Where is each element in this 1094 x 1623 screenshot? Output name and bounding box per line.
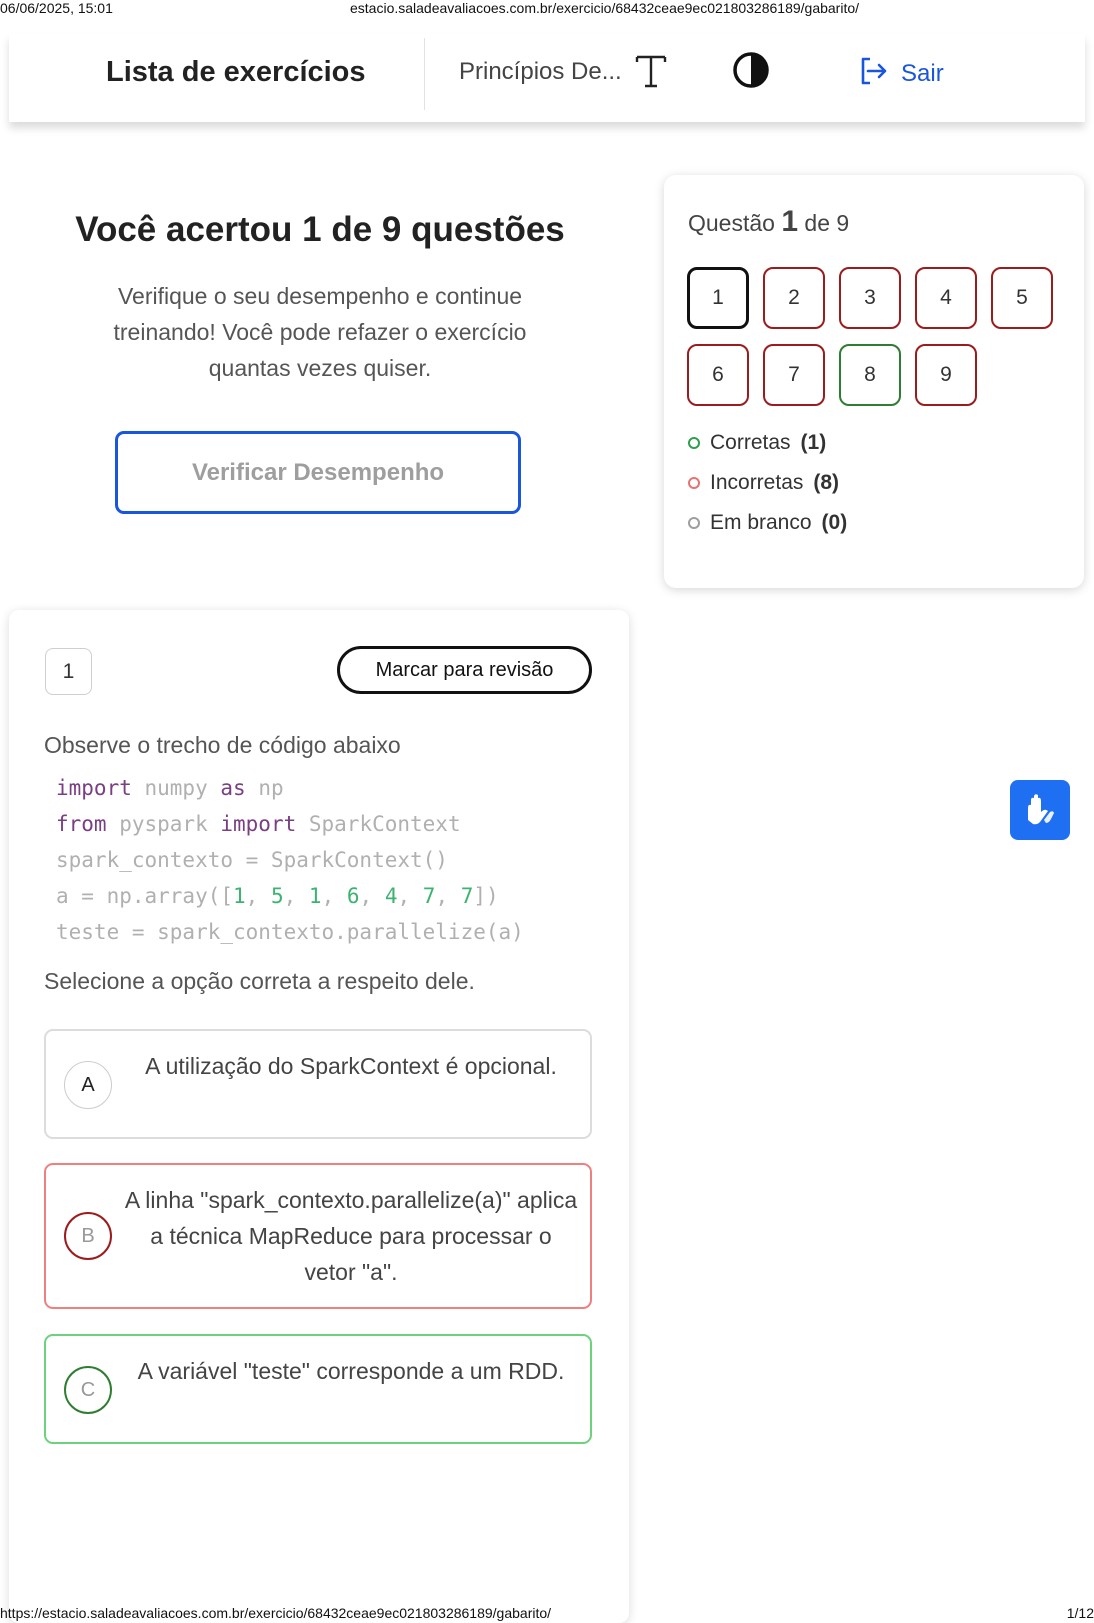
question-button-9[interactable]: 9 (915, 344, 977, 406)
question-card (9, 610, 629, 1623)
code-line: import numpy as np (56, 776, 284, 800)
question-instruction: Selecione a opção correta a respeito dele. (44, 968, 475, 994)
code-line: spark_contexto = SparkContext() (56, 848, 448, 872)
question-button-4[interactable]: 4 (915, 267, 977, 329)
print-footer-url: https://estacio.saladeavaliacoes.com.br/exercicio/68432ceae9ec021803286189/gabarito/ (0, 1605, 552, 1621)
question-button-5[interactable]: 5 (991, 267, 1053, 329)
question-button-1[interactable]: 1 (687, 267, 749, 329)
question-number-badge: 1 (45, 648, 92, 695)
libras-hands-icon[interactable] (1010, 780, 1070, 840)
question-button-2[interactable]: 2 (763, 267, 825, 329)
print-header-url: estacio.saladeavaliacoes.com.br/exercicio/68432ceae9ec021803286189/gabarito/ (350, 0, 860, 16)
result-summary (30, 210, 610, 386)
option-a-text: A utilização do SparkContext é opcional. (145, 1053, 557, 1079)
print-footer (0, 1605, 1094, 1623)
print-header (0, 0, 1094, 16)
option-b-text: A linha "spark_contexto.parallelize(a)" aplica a técnica MapReduce para processar o vetor "a". (124, 1187, 578, 1285)
option-a-letter: A (64, 1061, 112, 1109)
correct-dot-icon (688, 437, 700, 449)
top-navbar (9, 34, 1085, 122)
question-intro: Observe o trecho de código abaixo (44, 732, 401, 758)
logout-icon (857, 55, 889, 94)
code-line: a = np.array([1, 5, 1, 6, 4, 7, 7]) (56, 884, 499, 908)
code-line: from pyspark import SparkContext (56, 812, 461, 836)
legend-correct: Corretas (1) (688, 431, 826, 455)
font-size-icon[interactable] (634, 50, 668, 90)
nav-divider (424, 38, 425, 110)
option-c-text: A variável "teste" corresponde a um RDD. (137, 1358, 565, 1384)
contrast-icon[interactable] (732, 51, 770, 89)
incorrect-dot-icon (688, 477, 700, 489)
mark-for-review-button[interactable]: Marcar para revisão (337, 646, 592, 694)
question-counter: Questão 1 de 9 (688, 205, 850, 238)
option-a[interactable] (44, 1029, 592, 1139)
question-button-8[interactable]: 8 (839, 344, 901, 406)
result-message: Verifique o seu desempenho e continue treinando! Você pode refazer o exercício quantas vezes quiser. (113, 283, 527, 381)
question-button-3[interactable]: 3 (839, 267, 901, 329)
logout-label: Sair (901, 60, 944, 87)
question-navigator (664, 175, 1084, 588)
result-title: Você acertou 1 de 9 questões (75, 210, 565, 249)
code-snippet (56, 770, 524, 950)
option-b[interactable] (44, 1163, 592, 1309)
logout-button[interactable] (857, 54, 944, 94)
legend-incorrect: Incorretas (8) (688, 471, 839, 495)
blank-dot-icon (688, 517, 700, 529)
verify-performance-button[interactable]: Verificar Desempenho (115, 431, 521, 514)
legend-blank: Em branco (0) (688, 511, 847, 535)
code-line: teste = spark_contexto.parallelize(a) (56, 920, 524, 944)
option-c-letter: C (64, 1366, 112, 1414)
print-page-number: 1/12 (1066, 1605, 1094, 1621)
print-timestamp: 06/06/2025, 15:01 (0, 0, 113, 16)
question-button-7[interactable]: 7 (763, 344, 825, 406)
option-c[interactable] (44, 1334, 592, 1444)
current-question-number: 1 (781, 205, 799, 238)
course-name[interactable]: Princípios De... (459, 58, 622, 85)
question-button-6[interactable]: 6 (687, 344, 749, 406)
option-b-letter: B (64, 1212, 112, 1260)
page-title: Lista de exercícios (106, 56, 366, 88)
